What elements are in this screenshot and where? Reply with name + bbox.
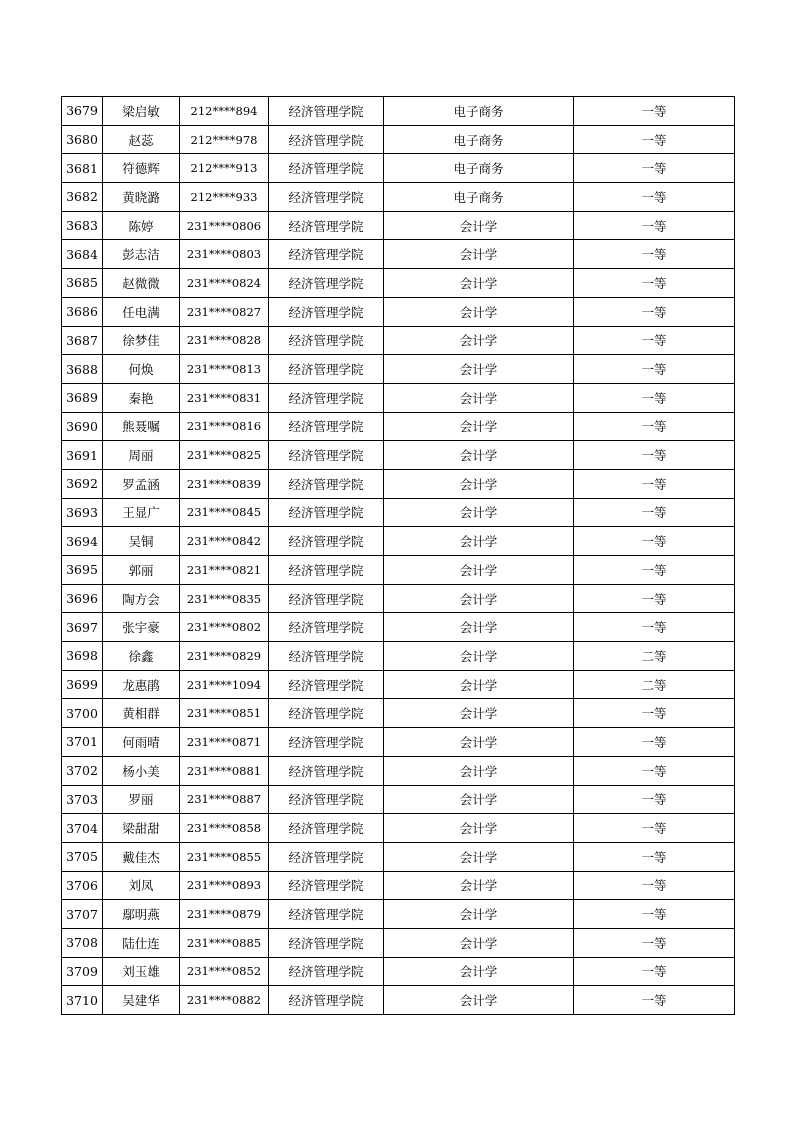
award-grade-cell: 一等 (574, 498, 735, 527)
row-number-cell: 3695 (62, 556, 103, 585)
table-row (62, 240, 735, 269)
award-grade-cell: 一等 (574, 699, 735, 728)
student-name-cell: 何焕 (103, 355, 180, 384)
major-cell: 会计学 (384, 498, 574, 527)
major-cell: 会计学 (384, 871, 574, 900)
major-cell: 会计学 (384, 412, 574, 441)
table-row (62, 814, 735, 843)
award-grade-cell: 一等 (574, 986, 735, 1015)
table-row (62, 928, 735, 957)
student-id-cell: 212****913 (180, 154, 269, 183)
college-cell: 经济管理学院 (269, 986, 384, 1015)
award-grade-cell: 一等 (574, 842, 735, 871)
award-grade-cell: 一等 (574, 383, 735, 412)
college-cell: 经济管理学院 (269, 125, 384, 154)
student-id-cell: 231****0852 (180, 957, 269, 986)
student-name-cell: 黄相群 (103, 699, 180, 728)
row-number-cell: 3679 (62, 97, 103, 126)
college-cell: 经济管理学院 (269, 355, 384, 384)
row-number-cell: 3681 (62, 154, 103, 183)
college-cell: 经济管理学院 (269, 154, 384, 183)
major-cell: 会计学 (384, 756, 574, 785)
row-number-cell: 3699 (62, 670, 103, 699)
student-id-cell: 231****0813 (180, 355, 269, 384)
row-number-cell: 3701 (62, 728, 103, 757)
student-id-cell: 231****0893 (180, 871, 269, 900)
college-cell: 经济管理学院 (269, 699, 384, 728)
table-row (62, 986, 735, 1015)
college-cell: 经济管理学院 (269, 269, 384, 298)
major-cell: 会计学 (384, 441, 574, 470)
major-cell: 会计学 (384, 326, 574, 355)
major-cell: 会计学 (384, 383, 574, 412)
table-row (62, 670, 735, 699)
row-number-cell: 3682 (62, 183, 103, 212)
college-cell: 经济管理学院 (269, 498, 384, 527)
row-number-cell: 3706 (62, 871, 103, 900)
college-cell: 经济管理学院 (269, 211, 384, 240)
row-number-cell: 3689 (62, 383, 103, 412)
table-row (62, 756, 735, 785)
table-row (62, 699, 735, 728)
college-cell: 经济管理学院 (269, 383, 384, 412)
table-row (62, 154, 735, 183)
award-grade-cell: 一等 (574, 728, 735, 757)
award-grade-cell: 一等 (574, 297, 735, 326)
award-roster-table (61, 96, 735, 1015)
table-row (62, 871, 735, 900)
student-id-cell: 212****978 (180, 125, 269, 154)
major-cell: 会计学 (384, 814, 574, 843)
major-cell: 会计学 (384, 842, 574, 871)
student-id-cell: 231****0881 (180, 756, 269, 785)
student-id-cell: 231****0882 (180, 986, 269, 1015)
table-row (62, 556, 735, 585)
row-number-cell: 3696 (62, 584, 103, 613)
award-grade-cell: 一等 (574, 814, 735, 843)
major-cell: 会计学 (384, 527, 574, 556)
student-name-cell: 周丽 (103, 441, 180, 470)
row-number-cell: 3694 (62, 527, 103, 556)
table-row (62, 355, 735, 384)
student-name-cell: 陆仕连 (103, 928, 180, 957)
college-cell: 经济管理学院 (269, 842, 384, 871)
student-name-cell: 梁启敏 (103, 97, 180, 126)
student-id-cell: 231****0845 (180, 498, 269, 527)
college-cell: 经济管理学院 (269, 871, 384, 900)
award-grade-cell: 一等 (574, 871, 735, 900)
college-cell: 经济管理学院 (269, 814, 384, 843)
award-grade-cell: 一等 (574, 613, 735, 642)
college-cell: 经济管理学院 (269, 441, 384, 470)
table-row (62, 498, 735, 527)
student-name-cell: 龙惠鹃 (103, 670, 180, 699)
award-grade-cell: 一等 (574, 900, 735, 929)
college-cell: 经济管理学院 (269, 183, 384, 212)
award-grade-cell: 一等 (574, 125, 735, 154)
student-id-cell: 212****933 (180, 183, 269, 212)
row-number-cell: 3704 (62, 814, 103, 843)
award-grade-cell: 一等 (574, 556, 735, 585)
college-cell: 经济管理学院 (269, 613, 384, 642)
row-number-cell: 3685 (62, 269, 103, 298)
table-row (62, 211, 735, 240)
college-cell: 经济管理学院 (269, 756, 384, 785)
major-cell: 会计学 (384, 240, 574, 269)
table-row (62, 183, 735, 212)
award-grade-cell: 二等 (574, 670, 735, 699)
student-name-cell: 吴铜 (103, 527, 180, 556)
major-cell: 会计学 (384, 699, 574, 728)
college-cell: 经济管理学院 (269, 297, 384, 326)
student-name-cell: 梁甜甜 (103, 814, 180, 843)
student-name-cell: 彭志洁 (103, 240, 180, 269)
table-row (62, 584, 735, 613)
award-grade-cell: 一等 (574, 97, 735, 126)
award-grade-cell: 一等 (574, 527, 735, 556)
student-name-cell: 符德辉 (103, 154, 180, 183)
major-cell: 会计学 (384, 642, 574, 671)
student-id-cell: 231****0887 (180, 785, 269, 814)
award-grade-cell: 一等 (574, 240, 735, 269)
major-cell: 电子商务 (384, 154, 574, 183)
student-name-cell: 任电满 (103, 297, 180, 326)
student-name-cell: 赵微微 (103, 269, 180, 298)
award-grade-cell: 一等 (574, 326, 735, 355)
table-row (62, 297, 735, 326)
student-name-cell: 何雨晴 (103, 728, 180, 757)
table-row (62, 97, 735, 126)
student-id-cell: 231****0831 (180, 383, 269, 412)
student-id-cell: 231****0828 (180, 326, 269, 355)
table-row (62, 728, 735, 757)
student-id-cell: 231****0835 (180, 584, 269, 613)
row-number-cell: 3683 (62, 211, 103, 240)
major-cell: 电子商务 (384, 183, 574, 212)
row-number-cell: 3687 (62, 326, 103, 355)
student-name-cell: 杨小美 (103, 756, 180, 785)
student-id-cell: 231****0851 (180, 699, 269, 728)
student-id-cell: 231****0871 (180, 728, 269, 757)
row-number-cell: 3708 (62, 928, 103, 957)
college-cell: 经济管理学院 (269, 900, 384, 929)
major-cell: 会计学 (384, 986, 574, 1015)
student-name-cell: 鄢明燕 (103, 900, 180, 929)
table-row (62, 642, 735, 671)
student-name-cell: 徐梦佳 (103, 326, 180, 355)
table-row (62, 269, 735, 298)
major-cell: 会计学 (384, 297, 574, 326)
major-cell: 会计学 (384, 584, 574, 613)
major-cell: 电子商务 (384, 125, 574, 154)
student-id-cell: 231****0885 (180, 928, 269, 957)
row-number-cell: 3684 (62, 240, 103, 269)
student-id-cell: 231****0858 (180, 814, 269, 843)
student-id-cell: 231****0829 (180, 642, 269, 671)
major-cell: 会计学 (384, 469, 574, 498)
college-cell: 经济管理学院 (269, 584, 384, 613)
row-number-cell: 3702 (62, 756, 103, 785)
college-cell: 经济管理学院 (269, 728, 384, 757)
award-grade-cell: 一等 (574, 957, 735, 986)
roster-body (62, 97, 735, 1015)
student-name-cell: 戴佳杰 (103, 842, 180, 871)
table-row (62, 842, 735, 871)
row-number-cell: 3690 (62, 412, 103, 441)
student-id-cell: 231****0839 (180, 469, 269, 498)
table-row (62, 383, 735, 412)
student-name-cell: 王显广 (103, 498, 180, 527)
row-number-cell: 3692 (62, 469, 103, 498)
student-name-cell: 刘凤 (103, 871, 180, 900)
student-id-cell: 231****0825 (180, 441, 269, 470)
row-number-cell: 3691 (62, 441, 103, 470)
major-cell: 会计学 (384, 928, 574, 957)
award-grade-cell: 一等 (574, 469, 735, 498)
major-cell: 会计学 (384, 957, 574, 986)
row-number-cell: 3688 (62, 355, 103, 384)
student-id-cell: 231****0879 (180, 900, 269, 929)
college-cell: 经济管理学院 (269, 785, 384, 814)
college-cell: 经济管理学院 (269, 556, 384, 585)
college-cell: 经济管理学院 (269, 97, 384, 126)
award-grade-cell: 一等 (574, 183, 735, 212)
student-id-cell: 231****0842 (180, 527, 269, 556)
row-number-cell: 3707 (62, 900, 103, 929)
row-number-cell: 3693 (62, 498, 103, 527)
student-id-cell: 231****0824 (180, 269, 269, 298)
college-cell: 经济管理学院 (269, 240, 384, 269)
table-row (62, 469, 735, 498)
student-name-cell: 郭丽 (103, 556, 180, 585)
college-cell: 经济管理学院 (269, 670, 384, 699)
student-id-cell: 231****0816 (180, 412, 269, 441)
table-row (62, 412, 735, 441)
student-name-cell: 徐鑫 (103, 642, 180, 671)
major-cell: 会计学 (384, 211, 574, 240)
award-grade-cell: 一等 (574, 584, 735, 613)
award-grade-cell: 一等 (574, 785, 735, 814)
row-number-cell: 3700 (62, 699, 103, 728)
student-id-cell: 212****894 (180, 97, 269, 126)
award-grade-cell: 一等 (574, 441, 735, 470)
major-cell: 会计学 (384, 556, 574, 585)
student-id-cell: 231****0855 (180, 842, 269, 871)
table-row (62, 527, 735, 556)
major-cell: 会计学 (384, 613, 574, 642)
award-grade-cell: 一等 (574, 211, 735, 240)
award-grade-cell: 一等 (574, 355, 735, 384)
college-cell: 经济管理学院 (269, 957, 384, 986)
row-number-cell: 3705 (62, 842, 103, 871)
college-cell: 经济管理学院 (269, 642, 384, 671)
major-cell: 会计学 (384, 785, 574, 814)
major-cell: 会计学 (384, 269, 574, 298)
major-cell: 会计学 (384, 670, 574, 699)
student-id-cell: 231****0803 (180, 240, 269, 269)
student-id-cell: 231****0821 (180, 556, 269, 585)
award-grade-cell: 一等 (574, 269, 735, 298)
college-cell: 经济管理学院 (269, 928, 384, 957)
college-cell: 经济管理学院 (269, 527, 384, 556)
row-number-cell: 3703 (62, 785, 103, 814)
student-id-cell: 231****0802 (180, 613, 269, 642)
student-name-cell: 吴建华 (103, 986, 180, 1015)
student-name-cell: 黄晓潞 (103, 183, 180, 212)
row-number-cell: 3709 (62, 957, 103, 986)
student-name-cell: 罗丽 (103, 785, 180, 814)
student-name-cell: 罗孟涵 (103, 469, 180, 498)
row-number-cell: 3686 (62, 297, 103, 326)
row-number-cell: 3698 (62, 642, 103, 671)
student-id-cell: 231****0827 (180, 297, 269, 326)
student-name-cell: 陈婷 (103, 211, 180, 240)
student-name-cell: 熊聂嘱 (103, 412, 180, 441)
row-number-cell: 3710 (62, 986, 103, 1015)
student-id-cell: 231****0806 (180, 211, 269, 240)
table-row (62, 785, 735, 814)
major-cell: 会计学 (384, 728, 574, 757)
student-name-cell: 陶方会 (103, 584, 180, 613)
table-row (62, 326, 735, 355)
table-row (62, 613, 735, 642)
college-cell: 经济管理学院 (269, 469, 384, 498)
college-cell: 经济管理学院 (269, 326, 384, 355)
award-grade-cell: 二等 (574, 642, 735, 671)
table-row (62, 441, 735, 470)
table-row (62, 957, 735, 986)
student-name-cell: 赵蕊 (103, 125, 180, 154)
major-cell: 电子商务 (384, 97, 574, 126)
student-id-cell: 231****1094 (180, 670, 269, 699)
award-grade-cell: 一等 (574, 928, 735, 957)
major-cell: 会计学 (384, 900, 574, 929)
row-number-cell: 3680 (62, 125, 103, 154)
table-row (62, 900, 735, 929)
award-grade-cell: 一等 (574, 154, 735, 183)
college-cell: 经济管理学院 (269, 412, 384, 441)
row-number-cell: 3697 (62, 613, 103, 642)
table-row (62, 125, 735, 154)
student-name-cell: 刘玉雄 (103, 957, 180, 986)
award-grade-cell: 一等 (574, 412, 735, 441)
student-name-cell: 秦艳 (103, 383, 180, 412)
award-grade-cell: 一等 (574, 756, 735, 785)
major-cell: 会计学 (384, 355, 574, 384)
student-name-cell: 张宇豪 (103, 613, 180, 642)
